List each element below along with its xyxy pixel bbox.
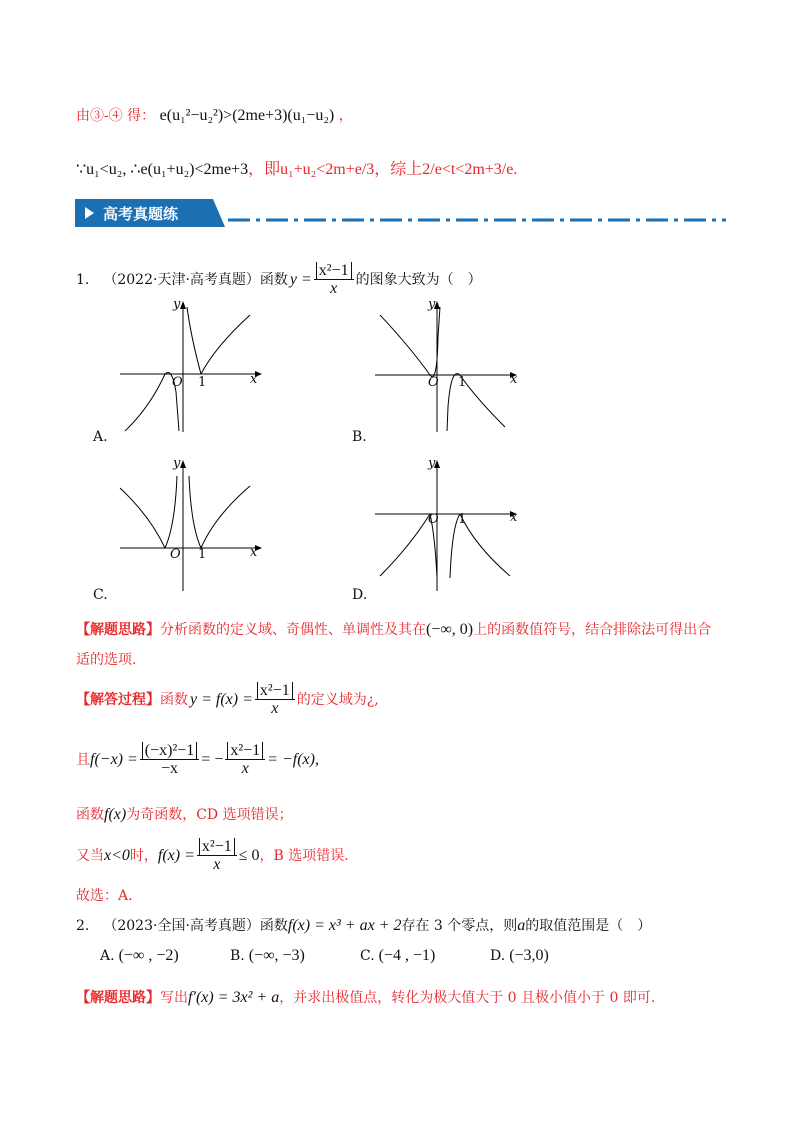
graph-a-origin: O: [172, 375, 183, 390]
graph-b-origin: O: [428, 375, 439, 390]
solution-1-process-text-2: 的定义域为¿,: [296, 691, 379, 708]
graph-b-y-label: y: [428, 297, 436, 312]
solution-1-process-tag: 【解答过程】: [76, 691, 160, 708]
question-2-option-a-value: (−∞ , −2): [118, 947, 179, 964]
question-2: [76, 916, 651, 936]
derivation-line-1: [76, 106, 353, 126]
solution-1-step-4-den: x: [213, 856, 221, 873]
section-title: 高考真题练: [103, 205, 179, 223]
question-2-options: [100, 946, 620, 966]
option-c-label: C.: [93, 587, 108, 603]
graph-c-origin: O: [170, 547, 181, 562]
question-2-option-d: [490, 946, 620, 966]
option-d-label: D.: [352, 587, 368, 603]
question-1: [76, 262, 482, 297]
solution-2-text-1: 写出: [160, 990, 188, 1006]
solution-1-step-2-lhs: f(−x) =: [90, 750, 138, 768]
solution-1-step-4-fraction: [197, 838, 237, 873]
graph-a-one: 1: [198, 375, 207, 390]
question-2-option-c: [360, 946, 490, 966]
solution-1-step-3-prefix: 函数: [76, 807, 104, 823]
derivation-line-1-suffix: ，: [338, 108, 353, 124]
graph-a-y-label: y: [173, 297, 181, 312]
solution-1-step-4-mid: 时，: [129, 847, 158, 864]
solution-1-step-2-rhs: = −f(x),: [267, 750, 319, 768]
question-1-source: （2022·天津·高考真题）函数: [103, 271, 288, 288]
question-1-number: 1.: [76, 271, 90, 288]
question-1-tail: 的图象大致为（ ）: [355, 271, 482, 288]
graph-b-one: 1: [458, 375, 467, 390]
solution-1-step-2-fraction-2: [225, 742, 265, 777]
question-2-func: f(x) = x³ + ax + 2: [287, 917, 402, 934]
derivation-line-2-black: ∵u₁<u₂, ∴e(u₁+u₂)<2me+3: [76, 161, 249, 178]
graph-d-x-label: x: [510, 510, 518, 525]
graph-c-x-label: x: [250, 545, 258, 560]
question-1-func-lhs: y =: [289, 270, 312, 288]
solution-1-step-4-prefix: 又当: [76, 847, 104, 864]
question-2-option-a-label: A.: [100, 948, 115, 964]
question-2-option-c-value: (−4 , −1): [378, 947, 436, 964]
graph-c: [115, 456, 265, 596]
derivation-line-1-math: e(u₁²−u₂²)>(2me+3)(u₁−u₂): [159, 107, 335, 124]
solution-1-step-2: [76, 742, 319, 777]
question-2-number: 2.: [76, 918, 90, 934]
solution-2-idea-tag: 【解题思路】: [76, 990, 160, 1006]
question-2-option-a: [100, 946, 230, 966]
solution-1-step-4-cond: x<0: [104, 846, 130, 864]
graph-c-one: 1: [198, 547, 207, 562]
question-2-text: 存在 3 个零点，则: [401, 918, 518, 934]
solution-1-step-2-prefix: 且: [76, 751, 90, 768]
option-b-label: B.: [352, 429, 367, 445]
solution-1-process: [76, 682, 379, 717]
solution-1-step-2-fraction-1: [140, 742, 200, 777]
question-2-source: （2023·全国·高考真题）函数: [103, 918, 288, 934]
question-2-option-d-label: D.: [490, 948, 506, 964]
question-2-option-c-label: C.: [360, 948, 375, 964]
question-2-tail: 的取值范围是（ ）: [525, 918, 652, 934]
question-2-option-b-label: B.: [230, 948, 245, 964]
graph-a-x-label: x: [250, 372, 258, 387]
derivation-line-1-prefix: 由③-④ 得：: [76, 108, 156, 124]
graph-d-origin: O: [428, 512, 439, 527]
solution-1-process-denominator: x: [271, 700, 279, 717]
solution-1-answer: 故选：A.: [76, 888, 133, 904]
solution-1-step-3: [76, 805, 293, 825]
graph-b-x-label: x: [510, 372, 518, 387]
solution-1-process-fraction: [255, 682, 295, 717]
solution-1-step-4-num: x²−1: [199, 838, 235, 855]
solution-1-idea-tag: 【解题思路】: [76, 622, 160, 638]
graph-a: [115, 297, 265, 437]
solution-1-step-2-num-1: (−x)²−1: [142, 742, 198, 759]
solution-1-step-4-tail: ，B 选项错误.: [259, 847, 349, 864]
graph-d-y-label: y: [428, 456, 436, 471]
question-2-var: a: [517, 917, 526, 934]
graph-b: [375, 297, 525, 437]
solution-1-idea: [76, 620, 711, 640]
solution-1-step-2-den-2: x: [241, 760, 249, 777]
solution-1-process-func: y = f(x) =: [190, 690, 253, 708]
question-2-option-b-value: (−∞, −3): [248, 947, 305, 964]
solution-1-process-numerator: x²−1: [257, 682, 293, 699]
solution-1-step-3-text: 为奇函数，CD 选项错误；: [126, 807, 293, 823]
section-header: [75, 199, 225, 227]
derivation-line-2-red: ，即u₁+u₂<2m+e/3，综上2/e<t<2m+3/e.: [248, 161, 518, 178]
question-2-option-d-value: (−3,0): [509, 947, 549, 964]
solution-1-step-3-fx: f(x): [104, 806, 127, 823]
solution-1-process-text-1: 函数: [160, 691, 188, 708]
solution-1-step-4-fx: f(x) =: [157, 846, 195, 864]
graph-c-y-label: y: [173, 456, 181, 471]
solution-1-idea-text-1: 分析函数的定义域、奇偶性、单调性及其在: [160, 622, 426, 638]
solution-1-step-2-num-2: x²−1: [227, 742, 263, 759]
question-1-numerator: x²−1: [316, 262, 352, 279]
solution-1-step-4-rhs: ≤ 0: [238, 846, 260, 864]
solution-2-idea: [76, 988, 655, 1008]
solution-1-idea-interval: (−∞, 0): [426, 621, 474, 638]
derivation-line-2: [76, 160, 517, 180]
solution-1-idea-text-2: 上的函数值符号，结合排除法可得出合: [473, 622, 712, 638]
solution-2-text-2: ，并求出极值点，转化为极大值大于 0 且极小值小于 0 即可.: [279, 990, 656, 1006]
solution-1-step-2-den-1: −x: [161, 760, 179, 777]
graph-d: [375, 456, 525, 596]
question-1-fraction: [314, 262, 354, 297]
question-2-option-b: [230, 946, 360, 966]
solution-2-deriv: f′(x) = 3x² + a: [188, 989, 280, 1006]
option-a-label: A.: [93, 429, 108, 445]
solution-1-step-2-mid: = −: [201, 750, 224, 768]
solution-1-idea-line-2: 适的选项.: [76, 652, 137, 668]
question-1-denominator: x: [330, 280, 338, 297]
graph-d-one: 1: [458, 512, 467, 527]
section-dash-divider: [228, 215, 728, 225]
solution-1-step-4: [76, 838, 349, 873]
